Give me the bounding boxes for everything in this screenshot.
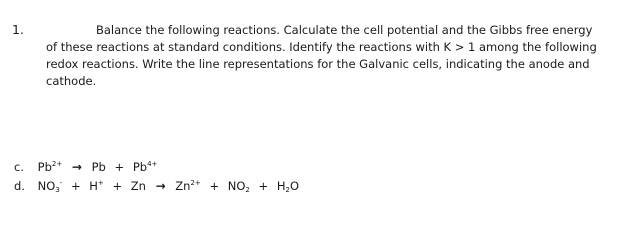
problem-text-rest: of these reactions at standard conditions. Identify the reactions with K > 1 among the following redox reactions. Write the line representations for the Galvanic cells, indicating the anode and cathode. bbox=[46, 40, 597, 88]
reaction-c bbox=[14, 159, 157, 175]
reaction-d-letter: d. bbox=[14, 179, 25, 193]
plus-sign: + bbox=[209, 179, 220, 193]
reaction-c-product-1: Pb bbox=[91, 160, 106, 174]
reaction-d-product-3: $H_2O$ bbox=[276, 179, 300, 194]
reaction-c-reactant-1: $Pb^{2+}$ bbox=[37, 160, 63, 174]
problem-text-line1: Balance the following reactions. Calculate the cell potential and the Gibbs free energy bbox=[96, 23, 593, 37]
reaction-c-product-2: $Pb^{4+}$ bbox=[132, 160, 158, 174]
plus-sign: + bbox=[70, 179, 81, 193]
plus-sign: + bbox=[258, 179, 269, 193]
reaction-c-letter: c. bbox=[14, 160, 24, 174]
reaction-d bbox=[14, 178, 299, 194]
reaction-d-reactant-1: $NO_3^-$ bbox=[37, 179, 63, 194]
plus-sign: + bbox=[114, 160, 125, 174]
plus-sign: + bbox=[112, 179, 123, 193]
reaction-arrow: → bbox=[155, 179, 166, 193]
reaction-d-product-1: $Zn^{2+}$ bbox=[175, 179, 201, 193]
reaction-d-product-2: $NO_2$ bbox=[227, 179, 250, 194]
reaction-d-reactant-2: H+ bbox=[89, 179, 104, 193]
problem-number: 1. bbox=[12, 22, 24, 37]
problem-statement bbox=[46, 22, 621, 90]
reaction-d-reactant-3: Zn bbox=[130, 179, 146, 193]
reaction-arrow: → bbox=[71, 160, 82, 174]
